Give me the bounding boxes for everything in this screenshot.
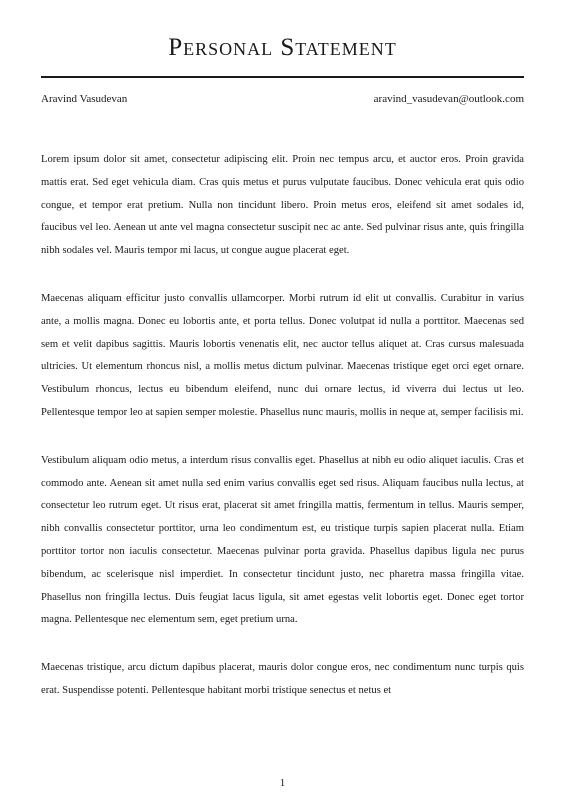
paragraph-2: Maecenas aliquam efficitur justo convallis ullamcorper. Morbi rutrum id elit ut convallis. Curabitur in varius ante, a mollis magna. Donec eu lobortis ante, et porta tellus. Donec volutpat id nulla a porttitor. Maecenas sed sem et velit dapibus sagittis. Mauris lobortis venenatis elit, nec auctor tellus aliquet at. Cras cursus malesuada ultricies. Ut elementum rhoncus nisl, a mollis metus dictum pulvinar. Maecenas tristique eget orci eget ornare. Vestibulum rhoncus, lectus eu bibendum eleifend, nunc dui ornare lectus, id viverra dui lectus ut leo. Pellentesque tempor leo at sapien semper molestie. Phasellus nunc mauris, mollis in neque at, semper facilisis mi. xyxy=(41,292,524,418)
author-name: Aravind Vasudevan xyxy=(41,93,128,105)
author-email: aravind_vasudevan@outlook.com xyxy=(373,93,524,105)
paragraph-3: Vestibulum aliquam odio metus, a interdum risus convallis eget. Phasellus at nibh eu odio aliquet iaculis. Cras et commodo ante. Aenean sit amet nulla sed enim varius convallis eget sed risus. Aliquam faucibus nulla lectus, at consectetur leo rutrum eget. Ut risus erat, placerat sit amet fringilla mattis, fermentum in tellus. Mauris semper, nibh convallis consectetur porttitor, urna leo condimentum est, eu tristique turpis sapien placerat nulla. Etiam porttitor tortor non iaculis consectetur. Maecenas pulvinar porta gravida. Phasellus dapibus ligula nec purus bibendum, ac scelerisque nisl imperdiet. In consectetur tincidunt justo, nec pharetra massa fringilla vitae. Phasellus non fringilla lectus. Duis feugiat lacus ligula, sit amet egestas velit lobortis eget. Donec eget tortor magna. Pellentesque nec elementum sem, eget pretium urna. xyxy=(41,454,524,626)
statement-body xyxy=(41,149,524,763)
paragraph-1: Lorem ipsum dolor sit amet, consectetur adipiscing elit. Proin nec tempus arcu, et auctor eros. Proin gravida mattis erat. Sed eget vehicula diam. Cras quis metus et purus vulputate faucibus. Donec vehicula erat quis odio congue, et tempor erat pretium. Nulla non tincidunt libero. Proin metus eros, eleifend sit amet sodales id, faucibus vel leo. Aenean ut ante vel magna consectetur suscipit nec ac ante. Sed pulvinar risus ante, quis fringilla nibh sodales vel. Mauris tempor mi lacus, ut congue augue placerat eget. xyxy=(41,154,524,257)
title-rule xyxy=(41,76,524,78)
page-title: Personal Statement xyxy=(168,34,397,61)
page-number: 1 xyxy=(279,777,286,789)
paragraph-4: Maecenas tristique, arcu dictum dapibus placerat, mauris dolor congue eros, nec condimentum nunc turpis quis erat. Suspendisse potenti. Pellentesque habitant morbi tristique senectus et netus et xyxy=(41,662,524,696)
